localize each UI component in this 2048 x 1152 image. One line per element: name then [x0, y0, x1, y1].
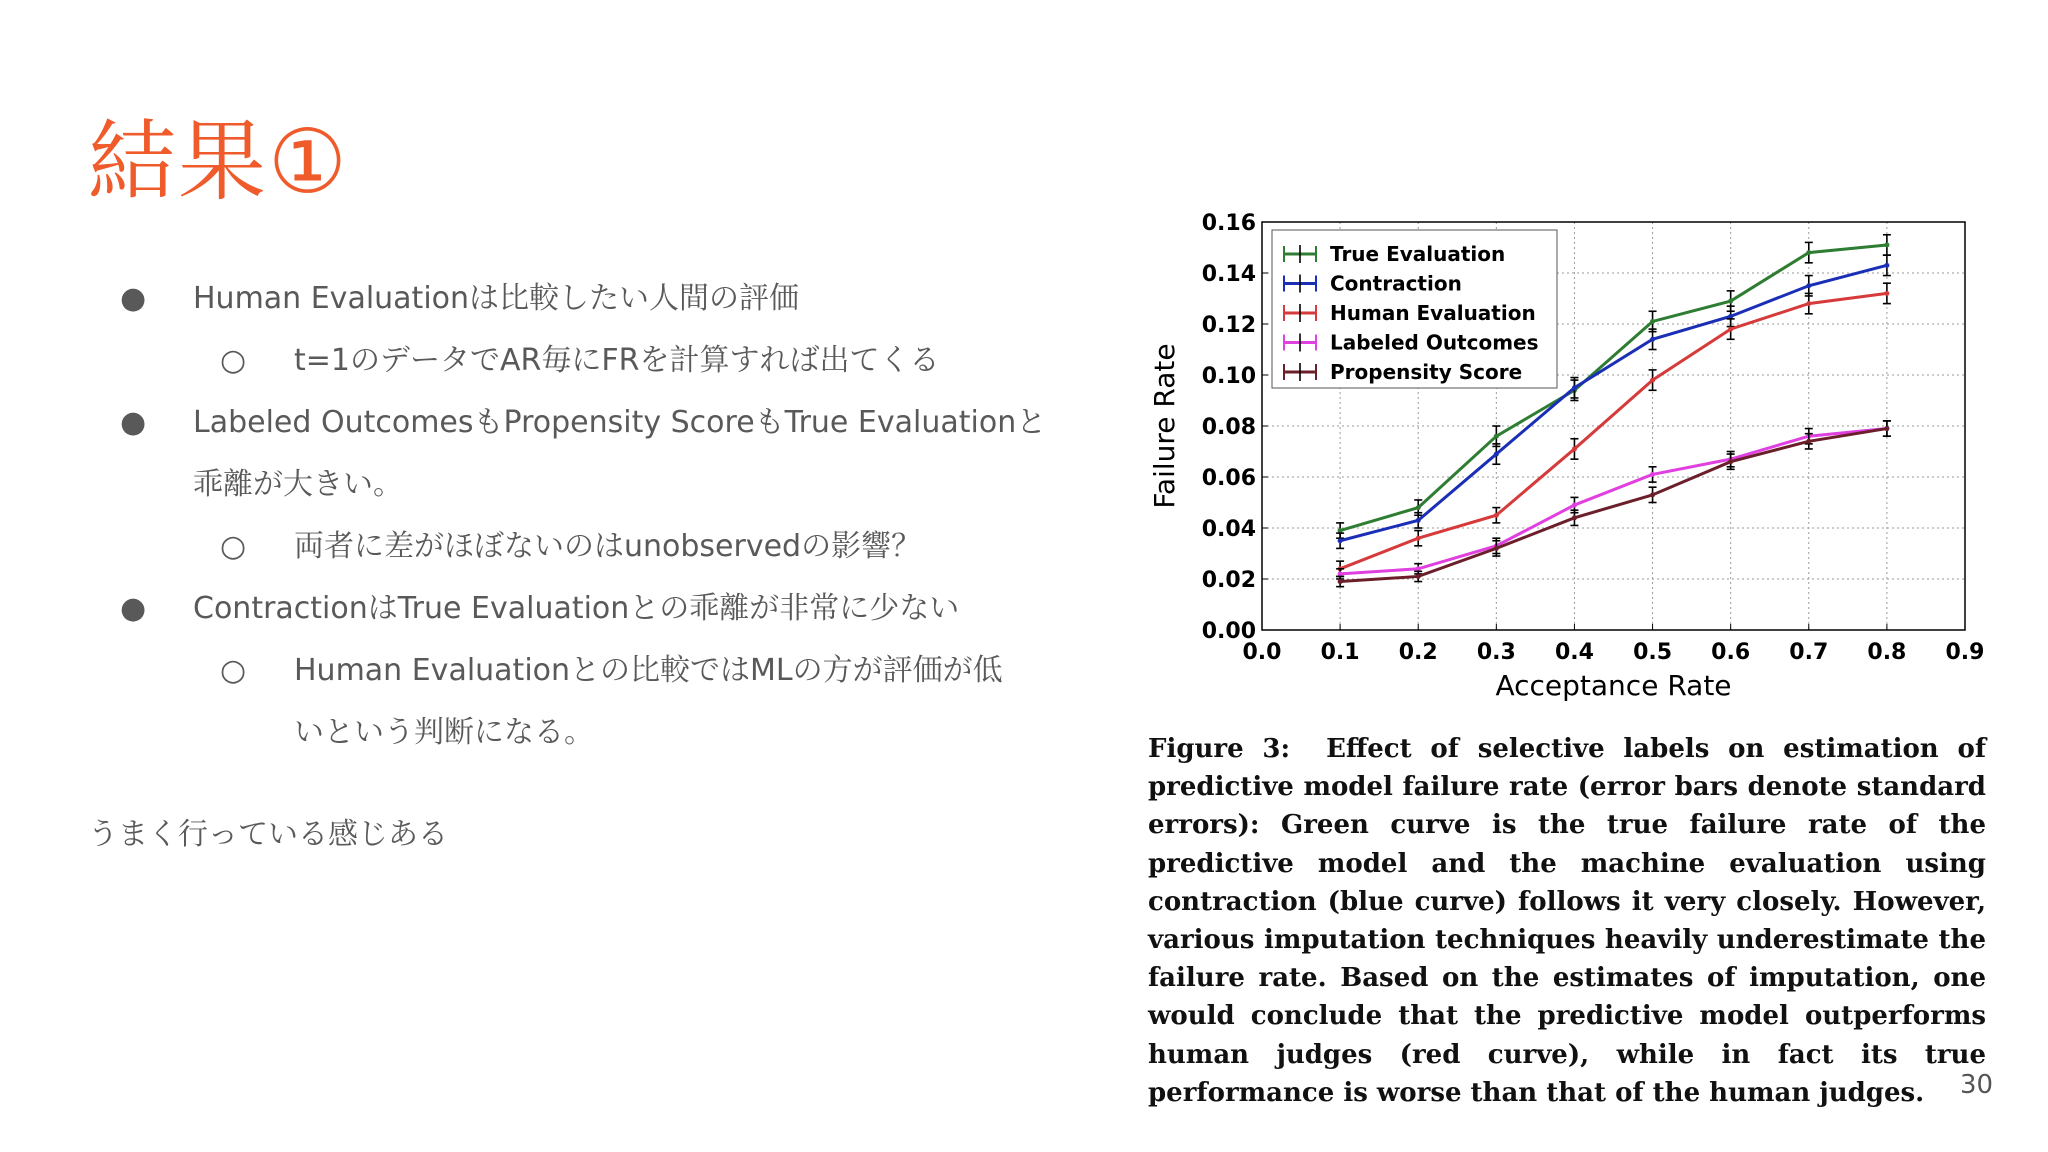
data-point [1338, 579, 1343, 584]
bullet-list [120, 268, 1070, 764]
y-tick-label: 0.04 [1201, 517, 1256, 542]
data-point [1572, 503, 1577, 508]
y-tick-label: 0.12 [1201, 313, 1256, 338]
data-point [1806, 301, 1811, 306]
sub-bullet-text: Human Evaluationとの比較ではMLの方が評価が低 [294, 653, 1003, 688]
legend-label: Propensity Score [1330, 360, 1523, 384]
sub-bullet-marker: ○ [220, 343, 247, 378]
sub-bullet-marker: ○ [220, 653, 247, 688]
failure-rate-chart [1140, 200, 2010, 720]
data-point [1650, 319, 1655, 324]
chart-svg [1140, 200, 2010, 720]
data-point [1416, 505, 1421, 510]
data-point [1572, 446, 1577, 451]
data-point [1572, 515, 1577, 520]
data-point [1650, 492, 1655, 497]
bullet-text: Labeled OutcomesもPropensity ScoreもTrue Evaluationと [193, 405, 1047, 440]
bullet-marker: ● [120, 281, 147, 316]
page-number: 30 [1960, 1070, 1994, 1100]
data-point [1416, 536, 1421, 541]
data-point [1728, 459, 1733, 464]
data-point [1416, 518, 1421, 523]
x-tick-label: 0.3 [1476, 640, 1516, 665]
bullet-continuation [120, 454, 1070, 516]
data-point [1650, 337, 1655, 342]
data-point [1494, 546, 1499, 551]
x-tick-label: 0.1 [1320, 640, 1360, 665]
caption-text: Effect of selective labels on estimation of predictive model failure rate (error bars denote standard errors): Green curve is the true failure rate of the predictive model and the machine evaluation using contraction (blue curve) follows it very closely. However, various imputation techniques heavily underestimate the failure rate. Based on the estimates of imputation, one would conclude that the predictive model outperforms human judges (red curve), while in fact its true performance is worse than that of the human judges. [1148, 734, 1987, 1108]
bullet-marker: ● [120, 591, 147, 626]
series-line [1340, 429, 1887, 574]
data-point [1338, 528, 1343, 533]
figure-caption [1148, 730, 1986, 1112]
x-tick-label: 0.9 [1945, 640, 1985, 665]
x-tick-label: 0.8 [1867, 640, 1907, 665]
sub-bullet-text: 両者に差がほぼないのはunobservedの影響？ [294, 529, 922, 564]
y-axis-label: Failure Rate [1148, 343, 1181, 509]
data-point [1494, 513, 1499, 518]
data-point [1884, 242, 1889, 247]
sub-bullet-item [120, 640, 1070, 702]
slide-title: 結果① [88, 110, 349, 213]
data-point [1728, 327, 1733, 332]
sub-bullet-text: いという判断になる。 [294, 715, 594, 750]
sub-bullet-text: t=1のデータでAR毎にFRを計算すれば出てくる [294, 343, 940, 378]
data-point [1416, 574, 1421, 579]
y-tick-label: 0.08 [1201, 415, 1256, 440]
x-tick-label: 0.4 [1554, 640, 1594, 665]
bullet-item [120, 392, 1070, 454]
slide-note: うまく行っている感じある [88, 817, 448, 852]
x-axis-label: Acceptance Rate [1495, 669, 1732, 702]
bullet-text: Human Evaluationは比較したい人間の評価 [193, 281, 800, 316]
bullet-text: ContractionはTrue Evaluationとの乖離が非常に少ない [193, 591, 960, 626]
data-point [1884, 291, 1889, 296]
data-point [1806, 283, 1811, 288]
bullet-text: 乖離が大きい。 [193, 467, 403, 502]
y-tick-label: 0.02 [1201, 568, 1256, 593]
legend-label: Labeled Outcomes [1330, 330, 1539, 355]
data-point [1884, 263, 1889, 268]
y-tick-label: 0.06 [1201, 466, 1256, 491]
data-point [1494, 452, 1499, 457]
data-point [1416, 566, 1421, 571]
legend-label: Human Evaluation [1330, 301, 1536, 325]
y-tick-label: 0.00 [1201, 619, 1256, 644]
data-point [1494, 434, 1499, 439]
sub-bullet-continuation [120, 702, 1070, 764]
x-tick-label: 0.2 [1398, 640, 1438, 665]
data-point [1650, 378, 1655, 383]
caption-label: Figure 3: [1148, 734, 1291, 764]
data-point [1806, 250, 1811, 255]
data-point [1884, 426, 1889, 431]
sub-bullet-marker: ○ [220, 529, 247, 564]
bullet-item [120, 578, 1070, 640]
legend-label: Contraction [1330, 271, 1462, 296]
x-tick-label: 0.5 [1633, 640, 1673, 665]
bullet-item [120, 268, 1070, 330]
sub-bullet-item [120, 516, 1070, 578]
y-tick-label: 0.16 [1201, 211, 1256, 236]
bullet-marker: ● [120, 405, 147, 440]
x-tick-label: 0.6 [1711, 640, 1751, 665]
y-tick-label: 0.14 [1201, 262, 1256, 287]
x-tick-label: 0.0 [1242, 640, 1282, 665]
legend-label: True Evaluation [1330, 242, 1506, 266]
data-point [1806, 439, 1811, 444]
sub-bullet-item [120, 330, 1070, 392]
data-point [1650, 472, 1655, 477]
data-point [1572, 385, 1577, 390]
y-tick-label: 0.10 [1201, 364, 1256, 389]
series-propensity-score [1336, 421, 1891, 587]
x-tick-label: 0.7 [1789, 640, 1829, 665]
data-point [1338, 538, 1343, 543]
data-point [1728, 299, 1733, 304]
